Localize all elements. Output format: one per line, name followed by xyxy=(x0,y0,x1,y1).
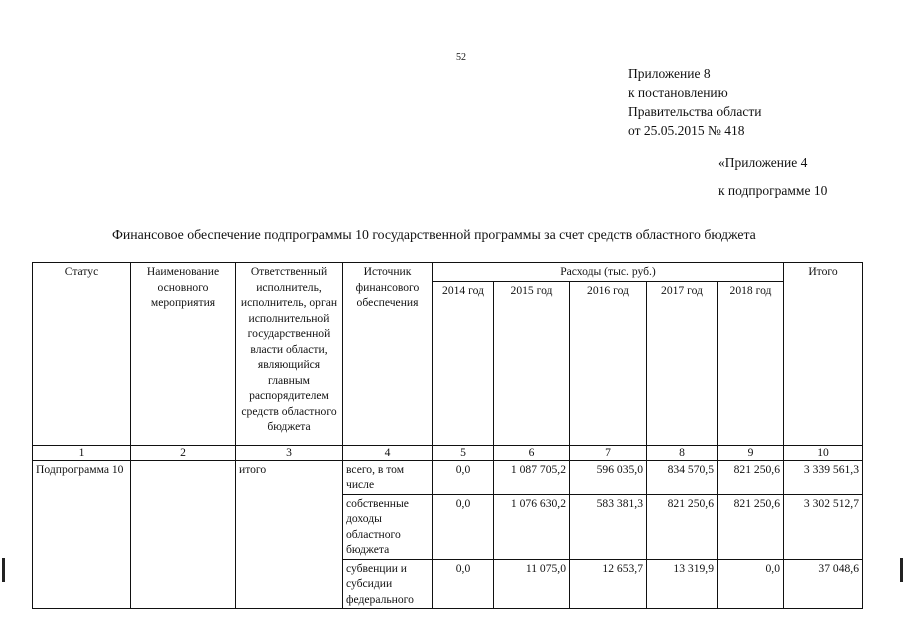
header-year: 2015 год xyxy=(494,281,570,445)
cell-value: 821 250,6 xyxy=(718,460,784,494)
cell-value: 821 250,6 xyxy=(718,494,784,559)
header-executor: Ответственный исполнитель, исполнитель, орган исполнительной государственной власти области, являющийся главным распорядителем средств областного бюджета xyxy=(236,263,343,446)
header-year: 2016 год xyxy=(570,281,647,445)
cell-value: 583 381,3 xyxy=(570,494,647,559)
column-number: 8 xyxy=(647,445,718,460)
cell-value: 11 075,0 xyxy=(494,559,570,609)
subappendix-line: к подпрограмме 10 xyxy=(718,183,828,198)
cell-value: 1 087 705,2 xyxy=(494,460,570,494)
left-margin-mark xyxy=(2,558,5,582)
column-number: 4 xyxy=(343,445,433,460)
header-status: Статус xyxy=(33,263,131,446)
row-source: собственные доходы областного бюджета xyxy=(343,494,433,559)
document-title: Финансовое обеспечение подпрограммы 10 государственной программы за счет средств областного бюджета xyxy=(112,227,756,242)
column-number: 7 xyxy=(570,445,647,460)
financing-table xyxy=(32,262,863,609)
header-year: 2018 год xyxy=(718,281,784,445)
cell-value: 0,0 xyxy=(433,494,494,559)
cell-value: 821 250,6 xyxy=(647,494,718,559)
header-activity: Наименование основного мероприятия xyxy=(131,263,236,446)
header-year: 2014 год xyxy=(433,281,494,445)
appendix-block xyxy=(628,64,761,140)
appendix-line: от 25.05.2015 № 418 xyxy=(628,123,745,138)
column-number: 3 xyxy=(236,445,343,460)
header-source: Источник финансового обеспечения xyxy=(343,263,433,446)
subappendix-line: «Приложение 4 xyxy=(718,155,808,170)
appendix-line: к постановлению xyxy=(628,85,728,100)
cell-value: 13 319,9 xyxy=(647,559,718,609)
cell-value: 596 035,0 xyxy=(570,460,647,494)
column-number: 5 xyxy=(433,445,494,460)
row-source: всего, в том числе xyxy=(343,460,433,494)
header-expenses: Расходы (тыс. руб.) xyxy=(433,263,784,282)
column-number: 6 xyxy=(494,445,570,460)
column-number: 1 xyxy=(33,445,131,460)
right-margin-mark xyxy=(900,558,903,582)
cell-value: 12 653,7 xyxy=(570,559,647,609)
cell-value: 0,0 xyxy=(433,460,494,494)
column-number: 10 xyxy=(784,445,863,460)
column-number: 2 xyxy=(131,445,236,460)
page-number: 52 xyxy=(456,52,466,63)
row-executor: итого xyxy=(236,460,343,609)
cell-value: 3 339 561,3 xyxy=(784,460,863,494)
cell-value: 0,0 xyxy=(433,559,494,609)
cell-value: 37 048,6 xyxy=(784,559,863,609)
table-row xyxy=(33,460,863,494)
row-activity xyxy=(131,460,236,609)
column-number-row xyxy=(33,445,863,460)
header-year: 2017 год xyxy=(647,281,718,445)
column-number: 9 xyxy=(718,445,784,460)
appendix-line: Приложение 8 xyxy=(628,66,711,81)
cell-value: 834 570,5 xyxy=(647,460,718,494)
appendix-line: Правительства области xyxy=(628,104,762,119)
cell-value: 3 302 512,7 xyxy=(784,494,863,559)
cell-value: 1 076 630,2 xyxy=(494,494,570,559)
header-total: Итого xyxy=(784,263,863,446)
cell-value: 0,0 xyxy=(718,559,784,609)
row-source: субвенции и субсидии федерального xyxy=(343,559,433,609)
row-status: Подпрограмма 10 xyxy=(33,460,131,609)
